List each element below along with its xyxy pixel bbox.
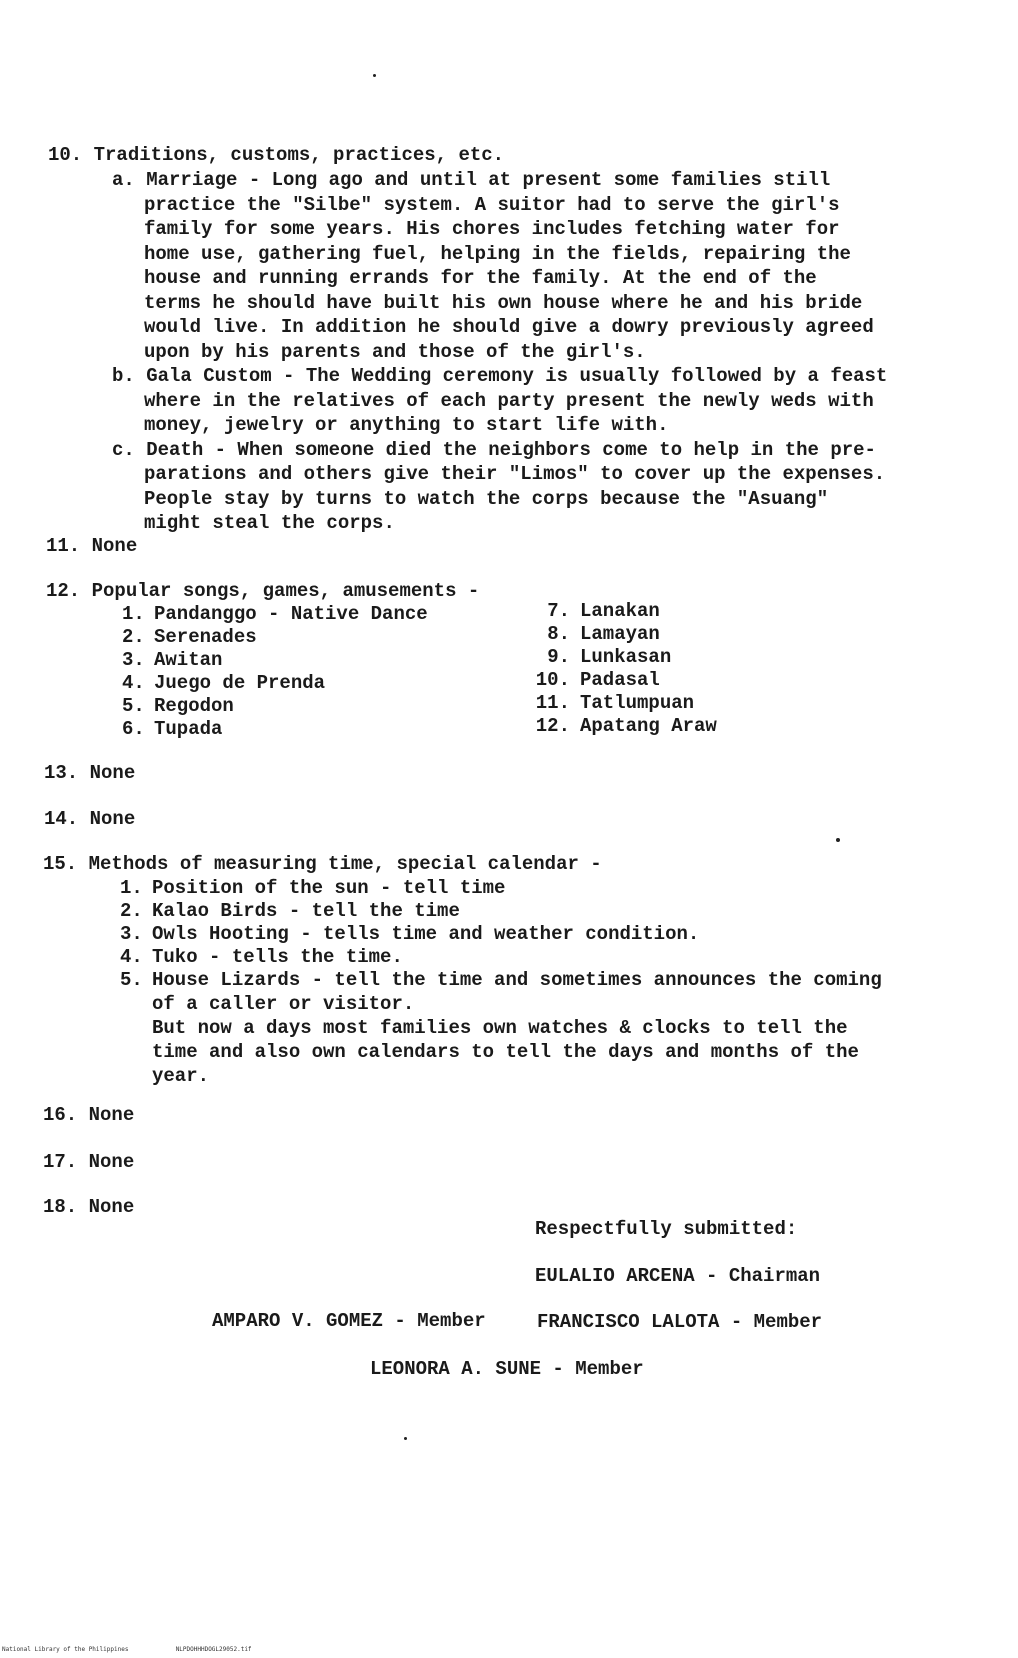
section-15-heading: 15. Methods of measuring time, special calendar - [43,853,602,875]
item-text: Pandanggo - Native Dance [154,603,428,625]
item-text: Lamayan [580,623,660,645]
list-item [120,877,882,900]
list-item [120,900,882,923]
signature-member-right: FRANCISCO LALOTA - Member [537,1311,823,1333]
item-text: Padasal [580,669,660,691]
paragraph-line: would live. In addition he should give a dowry previously agreed [144,316,874,338]
paragraph-line: of a caller or visitor. [152,993,415,1015]
section-16: 16. None [43,1104,135,1126]
paragraph-line: terms he should have built his own house where he and his bride [144,291,863,314]
item-number: 3. [122,649,145,671]
item-text: Awitan [154,649,223,671]
section-18: 18. None [43,1196,135,1218]
paragraph-line: b. Gala Custom - The Wedding ceremony is usually followed by a feast [112,365,888,387]
paragraph-line: house and running errands for the family. At the end of the [144,267,817,289]
section-14: 14. None [44,808,136,830]
paragraph-line: upon by his parents and those of the girl's. [144,340,646,363]
scan-speck [404,1437,407,1440]
item-number: 4. [120,946,143,968]
list-item [120,923,882,946]
list-item [534,623,717,646]
item-number: 2. [122,626,145,648]
paragraph-line: time and also own calendars to tell the days and months of the [152,1041,859,1063]
list-item [534,600,717,623]
paragraph-line: family for some years. His chores includes fetching water for [144,218,840,240]
item-text: Tuko - tells the time. [152,946,403,968]
paragraph-line: might steal the corps. [144,512,395,534]
section-10-body [112,168,887,536]
item-number: 5. [120,969,143,991]
item-text: Lanakan [580,600,660,622]
section-12-left-list [122,603,428,741]
item-number: 5. [122,695,145,717]
list-item [120,946,882,969]
list-item [122,672,428,695]
item-number: 11. [535,692,570,714]
item-text: Owls Hooting - tells time and weather condition. [152,923,700,945]
item-text: Apatang Araw [580,715,717,737]
section-10-heading: 10. Traditions, customs, practices, etc. [48,144,505,166]
list-item [534,669,717,692]
paragraph-line: People stay by turns to watch the corps because the "Asuang" [144,487,829,510]
list-item [122,718,428,741]
item-text: Serenades [154,626,257,648]
section-15-list [120,877,882,1088]
item-number: 2. [120,900,143,922]
signature-member-left: AMPARO V. GOMEZ - Member [212,1310,486,1332]
paragraph-line: where in the relatives of each party present the newly weds with [144,389,874,412]
list-item [122,695,428,718]
item-number: 12. [535,715,570,737]
scan-footer [2,1646,252,1653]
footer-file: NLPDOHHHDOGL29052.tif [175,1646,252,1653]
item-number: 6. [122,718,145,740]
item-text: Juego de Prenda [154,672,326,694]
item-text: House Lizards - tell the time and sometimes announces the coming [152,969,882,991]
footer-library: National Library of the Philippines [2,1646,129,1653]
list-item [122,649,428,672]
list-item [534,692,717,715]
section-11: 11. None [46,535,138,557]
list-item [122,603,428,626]
scan-speck [836,838,840,842]
list-item [122,626,428,649]
item-number: 9. [547,646,570,668]
paragraph-line: c. Death - When someone died the neighbors come to help in the pre- [112,438,876,461]
item-text: Kalao Birds - tell the time [152,900,460,922]
item-number: 4. [122,672,145,694]
item-text: Regodon [154,695,234,717]
item-text: Lunkasan [580,646,672,668]
item-number: 10. [535,669,570,691]
paragraph-line: money, jewelry or anything to start life with. [144,414,669,436]
section-13: 13. None [44,762,136,784]
item-number: 1. [122,603,145,625]
paragraph-line: home use, gathering fuel, helping in the fields, repairing the [144,242,851,265]
item-number: 1. [120,877,143,899]
section-12-heading: 12. Popular songs, games, amusements - [46,580,480,602]
paragraph-line: practice the "Silbe" system. A suitor had to serve the girl's [144,193,840,216]
paragraph-line: a. Marriage - Long ago and until at present some families still [112,169,831,191]
item-text: Tupada [154,718,223,740]
scan-speck [373,74,376,77]
signature-chairman: EULALIO ARCENA - Chairman [535,1265,821,1287]
paragraph-line: year. [152,1065,210,1087]
paragraph-line: But now a days most families own watches & clocks to tell the [152,1017,848,1039]
item-number: 8. [547,623,570,645]
list-item [534,715,717,738]
signature-member-bottom: LEONORA A. SUNE - Member [370,1358,644,1380]
item-text: Tatlumpuan [580,692,695,714]
section-12-right-list [534,600,717,738]
list-item [534,646,717,669]
list-item [120,969,882,992]
item-number: 7. [547,600,570,622]
item-text: Position of the sun - tell time [152,877,506,899]
paragraph-line: parations and others give their "Limos" to cover up the expenses. [144,463,886,485]
closing-line: Respectfully submitted: [535,1218,798,1240]
item-number: 3. [120,923,143,945]
section-17: 17. None [43,1151,135,1173]
